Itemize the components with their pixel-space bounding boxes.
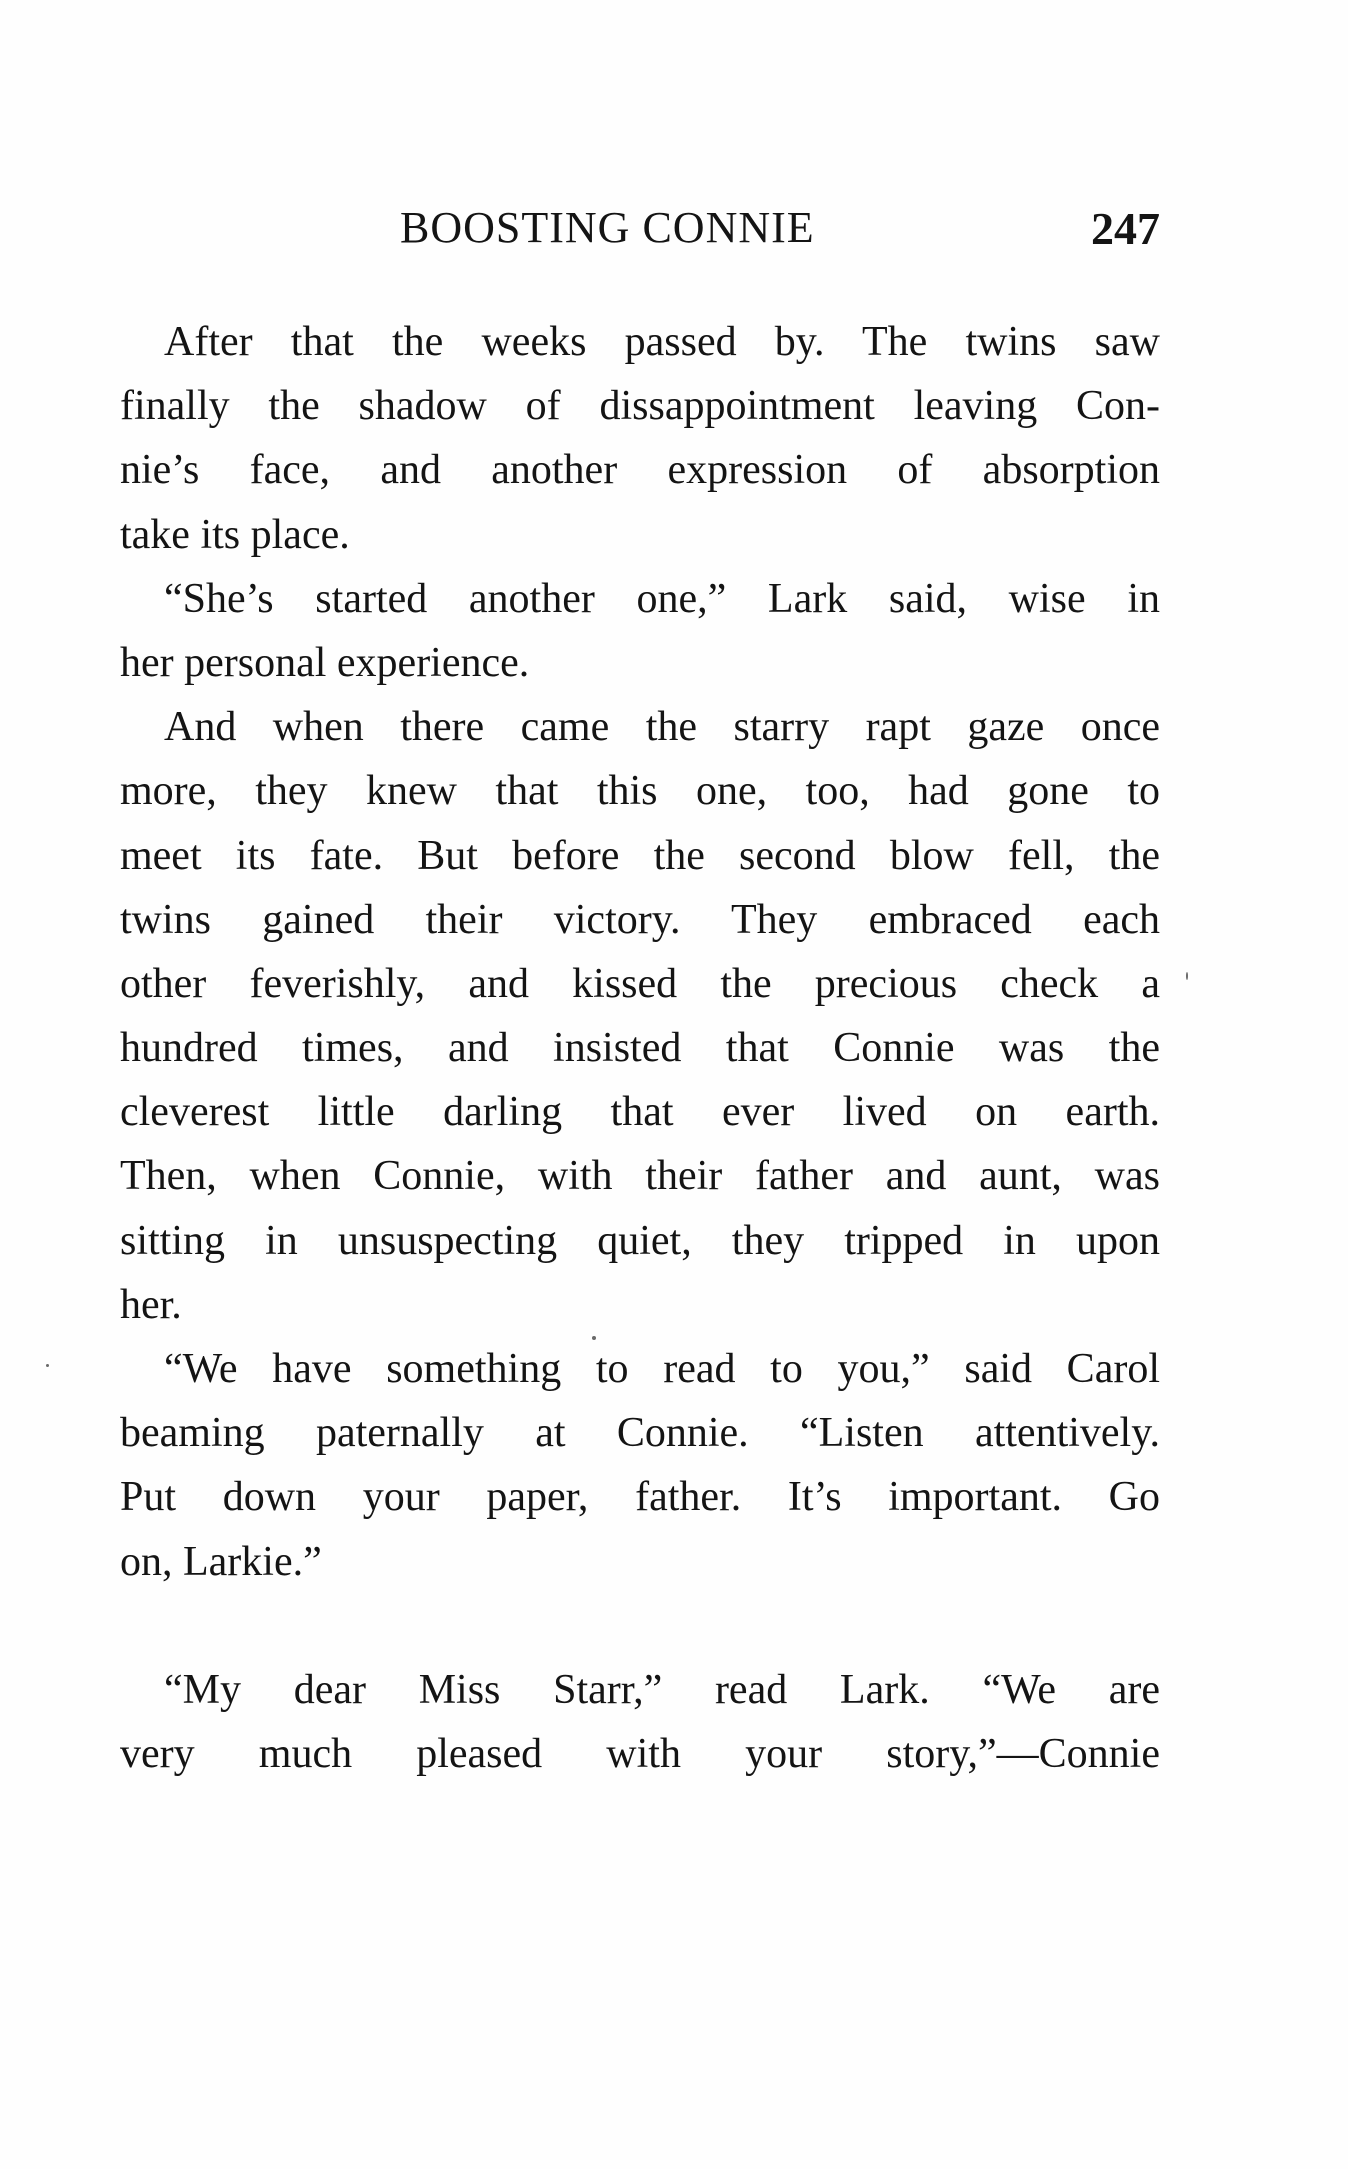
- page-number: 247: [1091, 203, 1160, 254]
- text-line: nie’s face, and another expression of absorption: [120, 447, 1160, 494]
- text-line: very much pleased with your story,”—Connie: [120, 1730, 1160, 1777]
- text-line: meet its fate. But before the second blow fell, the: [120, 832, 1160, 879]
- text-line: twins gained their victory. They embraced each: [120, 896, 1160, 943]
- paragraph-gap: [120, 1594, 1160, 1658]
- page-header: [120, 202, 1160, 262]
- text-line: more, they knew that this one, too, had gone to: [120, 768, 1160, 815]
- paragraph: [120, 1337, 1160, 1594]
- text-line: “My dear Miss Starr,” read Lark. “We are: [164, 1666, 1160, 1713]
- text-line: “We have something to read to you,” said Carol: [164, 1346, 1160, 1392]
- paragraph: [120, 310, 1160, 567]
- text-line: Put down your paper, father. It’s important. Go: [120, 1474, 1160, 1521]
- text-line: And when there came the starry rapt gaze once: [164, 704, 1160, 751]
- running-title: BOOSTING CONNIE: [400, 203, 815, 252]
- print-speck: [1186, 972, 1188, 980]
- text-line: finally the shadow of dissappointment leaving Con-: [120, 383, 1160, 430]
- paragraph: [120, 1658, 1160, 1786]
- text-line: hundred times, and insisted that Connie was the: [120, 1025, 1160, 1072]
- text-line: cleverest little darling that ever lived on earth.: [120, 1089, 1160, 1136]
- text-line: sitting in unsuspecting quiet, they tripped in upon: [120, 1217, 1160, 1264]
- paragraph: [120, 567, 1160, 695]
- text-line: on, Larkie.”: [120, 1538, 322, 1585]
- print-speck: [592, 1336, 596, 1340]
- text-line: her.: [120, 1281, 182, 1328]
- text-line: take its place.: [120, 511, 350, 558]
- text-line: After that the weeks passed by. The twins saw: [164, 319, 1160, 365]
- body-text: [120, 310, 1160, 1786]
- paragraph: [120, 695, 1160, 1337]
- text-line: her personal experience.: [120, 639, 530, 686]
- text-line: other feverishly, and kissed the precious check a: [120, 960, 1160, 1007]
- text-line: “She’s started another one,” Lark said, wise in: [164, 575, 1160, 622]
- text-line: Then, when Connie, with their father and aunt, was: [120, 1153, 1160, 1200]
- text-line: beaming paternally at Connie. “Listen attentively.: [120, 1410, 1160, 1457]
- print-speck: [46, 1364, 49, 1367]
